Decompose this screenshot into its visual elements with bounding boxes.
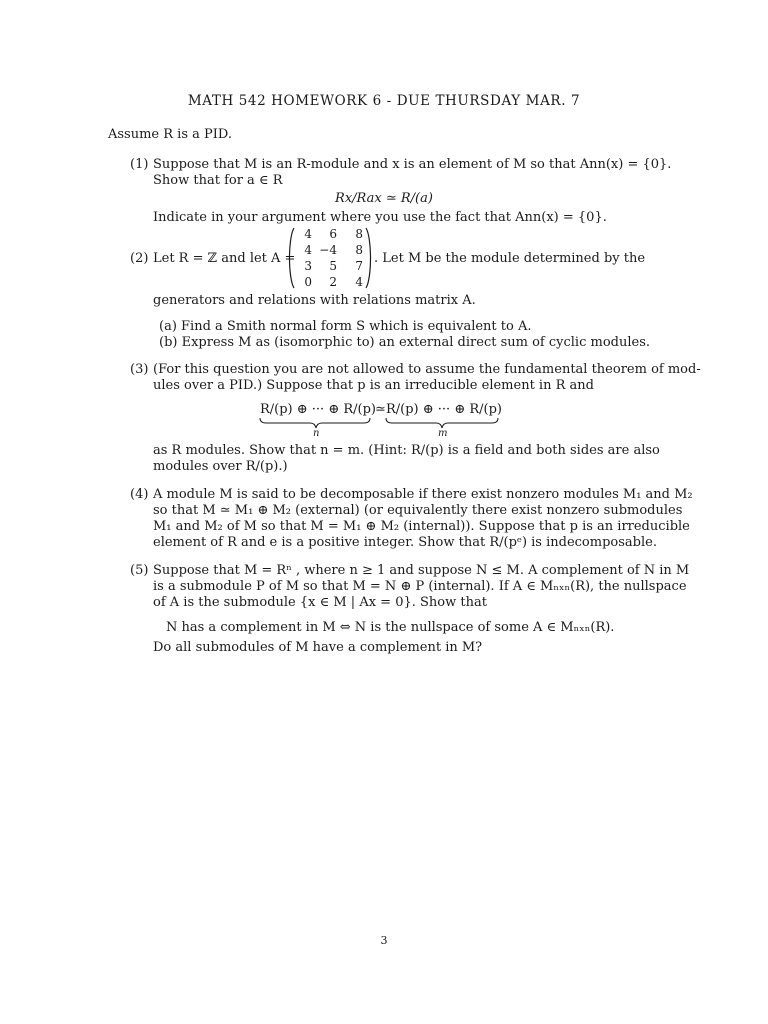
problem-4-number: (4) (130, 487, 149, 502)
problem-3-number: (3) (130, 362, 149, 377)
problem-3-display-right: R/(p) ⊕ ··· ⊕ R/(p) (386, 402, 502, 417)
problem-1-display-equation: Rx/Rax ≃ R/(a) (335, 191, 433, 206)
problem-4-line-3: M₁ and M₂ of M so that M = M₁ ⊕ M₂ (internal)). Suppose that p is an irreducible (153, 519, 690, 534)
problem-3-display-left: R/(p) ⊕ ··· ⊕ R/(p) (260, 402, 376, 417)
matrix-cell: 6 (329, 227, 337, 241)
intro-text: Assume R is a PID. (108, 127, 232, 142)
problem-1-line-1: Suppose that M is an R-module and x is an element of M so that Ann(x) = {0}. (153, 157, 672, 172)
problem-3-display-relation: ≃ (375, 402, 386, 417)
problem-2-part-a: (a) Find a Smith normal form S which is equivalent to A. (159, 319, 532, 334)
page-title: MATH 542 HOMEWORK 6 - DUE THURSDAY MAR. 7 (187, 93, 581, 109)
problem-5-line-1: Suppose that M = Rⁿ , where n ≥ 1 and suppose N ≤ M. A complement of N in M (153, 563, 690, 578)
problem-3-line-4: modules over R/(p).) (153, 459, 288, 474)
matrix-cell: 4 (355, 275, 363, 289)
matrix-cell: 3 (304, 259, 312, 273)
matrix-cell: 5 (329, 259, 337, 273)
problem-2-line-before-matrix: Let R = ℤ and let A = (153, 251, 296, 266)
problem-5-line-5: Do all submodules of M have a complement in M? (153, 640, 483, 655)
matrix-cell: 8 (355, 243, 363, 257)
matrix-cell: 0 (304, 275, 312, 289)
underbrace-icon (258, 417, 502, 429)
page-number: 3 (380, 934, 388, 947)
problem-2-part-b: (b) Express M as (isomorphic to) an external direct sum of cyclic modules. (159, 335, 650, 350)
problem-5-line-2: is a submodule P of M so that M = N ⊕ P (internal). If A ∈ Mₙₓₙ(R), the nullspace (153, 579, 687, 594)
relations-matrix (287, 226, 373, 290)
problem-3-line-1: (For this question you are not allowed to assume the fundamental theorem of mod- (153, 362, 701, 377)
problem-1-number: (1) (130, 157, 149, 172)
problem-1-line-2: Show that for a ∈ R (153, 173, 283, 188)
problem-5-line-3: of A is the submodule {x ∈ M | Ax = 0}. Show that (153, 595, 487, 610)
problem-3-line-3: as R modules. Show that n = m. (Hint: R/(p) is a field and both sides are also (153, 443, 660, 458)
underbrace-label-n: n (313, 428, 320, 439)
problem-2-continuation: generators and relations with relations matrix A. (153, 293, 476, 308)
matrix-cell: 2 (329, 275, 337, 289)
matrix-cell: 4 (304, 243, 312, 257)
problem-5-display-statement: N has a complement in M ⇔ N is the nullspace of some A ∈ Mₙₓₙ(R). (166, 620, 615, 635)
underbrace-label-m: m (438, 428, 448, 439)
problem-2-number: (2) (130, 251, 149, 266)
problem-3-line-2: ules over a PID.) Suppose that p is an irreducible element in R and (153, 378, 594, 393)
problem-1-line-4: Indicate in your argument where you use the fact that Ann(x) = {0}. (153, 210, 607, 225)
matrix-cell: 4 (304, 227, 312, 241)
matrix-cell: 7 (355, 259, 363, 273)
problem-2-line-after-matrix: . Let M be the module determined by the (374, 251, 646, 266)
problem-4-line-2: so that M ≃ M₁ ⊕ M₂ (external) (or equivalently there exist nonzero submodules (153, 503, 683, 518)
problem-5-number: (5) (130, 563, 149, 578)
problem-4-line-4: element of R and e is a positive integer. Show that R/(pᵉ) is indecomposable. (153, 535, 657, 550)
matrix-cell: 8 (355, 227, 363, 241)
matrix-cell: −4 (319, 243, 337, 257)
problem-4-line-1: A module M is said to be decomposable if there exist nonzero modules M₁ and M₂ (153, 487, 693, 502)
